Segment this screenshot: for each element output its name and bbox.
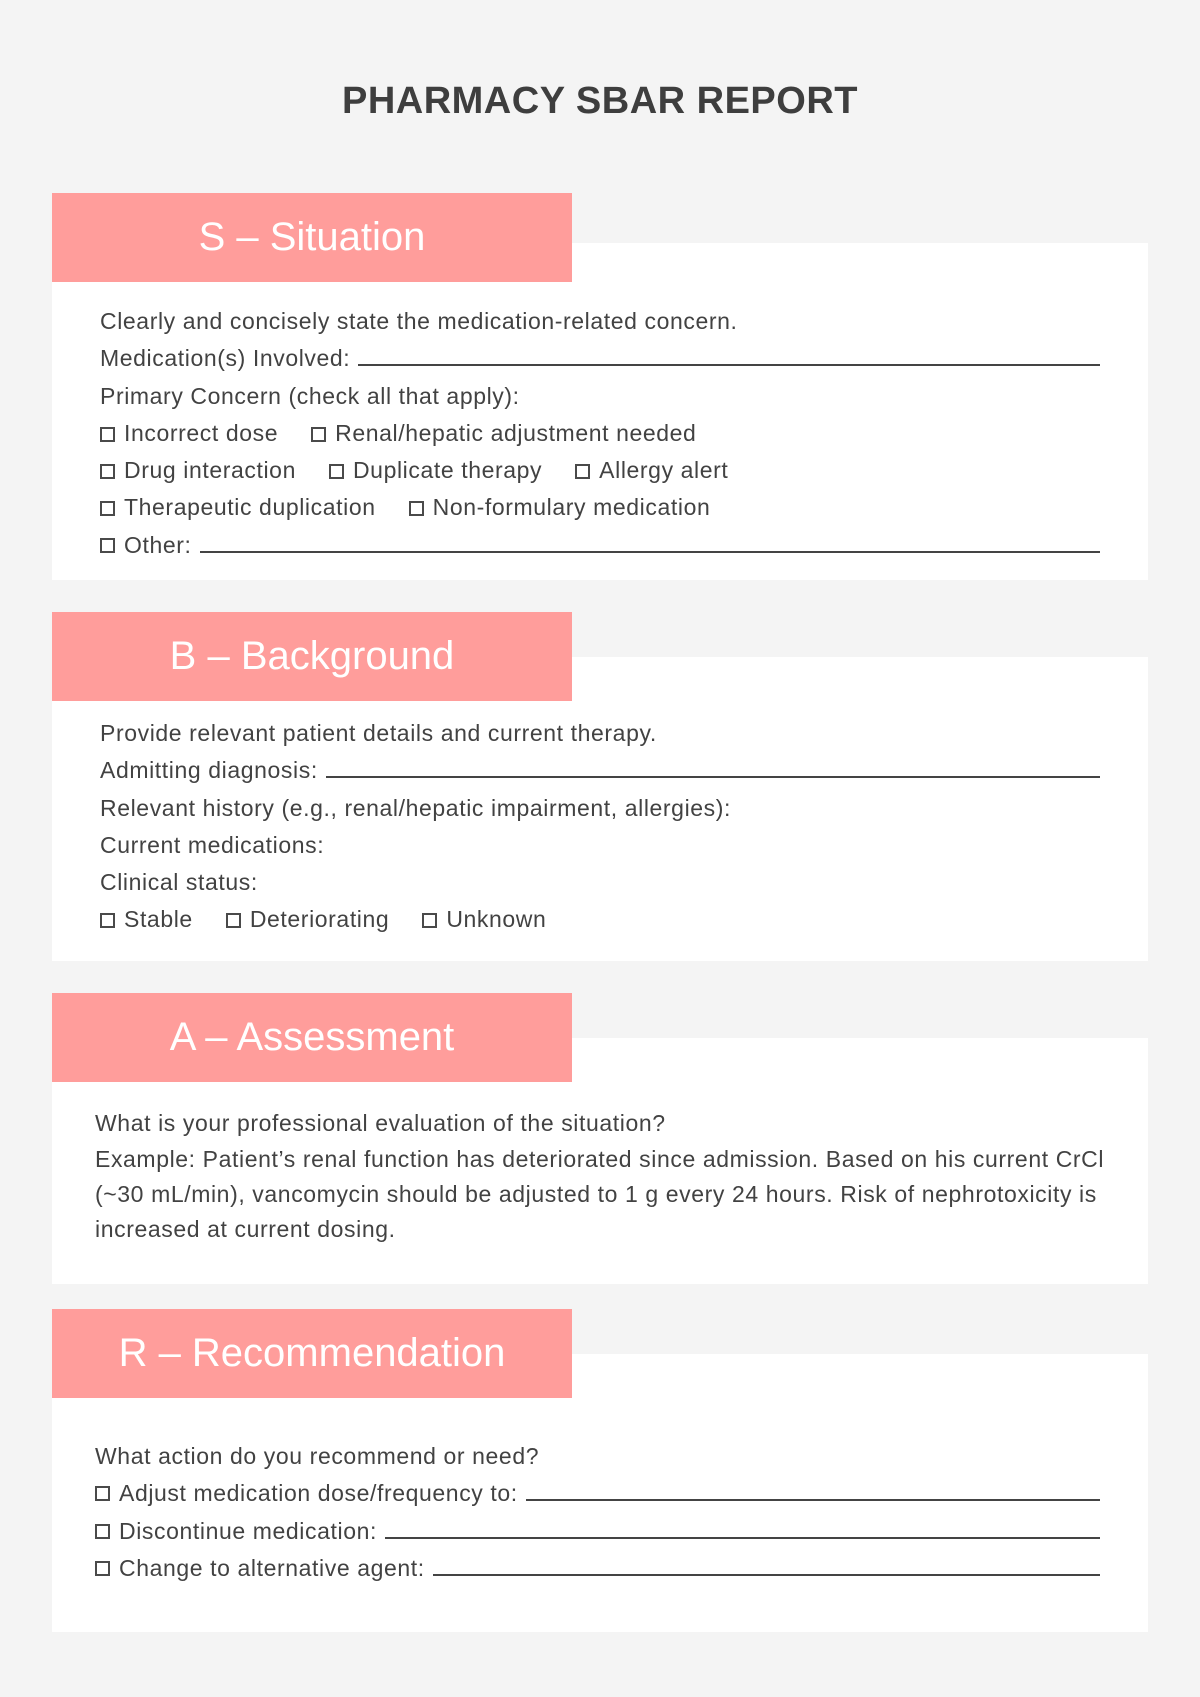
checkbox-icon[interactable]: [422, 913, 437, 928]
clinical-status-label: Clinical status:: [100, 869, 258, 896]
option-incorrect-dose[interactable]: Incorrect dose: [100, 415, 278, 452]
medication-label: Medication(s) Involved:: [100, 345, 351, 372]
medication-field[interactable]: [100, 340, 1100, 377]
situation-intro: Clearly and concisely state the medication-related concern.: [100, 308, 738, 334]
assessment-question: What is your professional evaluation of the situation?: [95, 1110, 666, 1136]
checkbox-icon[interactable]: [95, 1524, 110, 1539]
status-unknown[interactable]: Unknown: [422, 901, 546, 938]
checkbox-icon[interactable]: [329, 464, 344, 479]
option-non-formulary[interactable]: Non-formulary medication: [409, 489, 711, 526]
option-allergy-alert[interactable]: Allergy alert: [575, 452, 728, 489]
checkbox-icon[interactable]: [575, 464, 590, 479]
recommendation-content: [95, 1438, 1100, 1587]
option-drug-interaction[interactable]: Drug interaction: [100, 452, 296, 489]
diagnosis-blank[interactable]: [326, 752, 1100, 778]
checkbox-icon[interactable]: [95, 1486, 110, 1501]
checkbox-icon[interactable]: [100, 913, 115, 928]
assessment-heading: A – Assessment: [52, 993, 572, 1082]
page-title: PHARMACY SBAR REPORT: [341, 80, 858, 122]
diagnosis-label: Admitting diagnosis:: [100, 757, 318, 784]
diagnosis-field[interactable]: [100, 752, 1100, 789]
concern-label: Primary Concern (check all that apply):: [100, 382, 520, 409]
situation-content: [100, 303, 1100, 564]
background-intro: Provide relevant patient details and current therapy.: [100, 720, 657, 746]
option-change-agent[interactable]: Change to alternative agent:: [95, 1550, 1100, 1587]
other-label: Other:: [124, 531, 192, 558]
checkbox-icon[interactable]: [409, 501, 424, 516]
assessment-content: [95, 1105, 1108, 1247]
assessment-example: Example: Patient’s renal function has deteriorated since admission. Based on his current CrCl (~30 mL/min), vancomycin should be adjusted to 1 g every 24 hours. Risk of nephrotoxicity is increased at current dosing.: [95, 1146, 1105, 1243]
status-deteriorating[interactable]: Deteriorating: [226, 901, 389, 938]
status-stable[interactable]: Stable: [100, 901, 193, 938]
option-duplicate-therapy[interactable]: Duplicate therapy: [329, 452, 542, 489]
checkbox-icon[interactable]: [100, 464, 115, 479]
option-adjust-dose[interactable]: Adjust medication dose/frequency to:: [95, 1475, 1100, 1512]
checkbox-icon[interactable]: [100, 427, 115, 442]
history-label: Relevant history (e.g., renal/hepatic impairment, allergies):: [100, 794, 732, 821]
discontinue-blank[interactable]: [385, 1513, 1100, 1539]
medication-blank[interactable]: [358, 340, 1100, 366]
change-agent-blank[interactable]: [433, 1550, 1100, 1576]
option-discontinue[interactable]: Discontinue medication:: [95, 1513, 1100, 1550]
section-recommendation: [52, 1309, 1148, 1632]
section-situation: [52, 193, 1148, 580]
checkbox-icon[interactable]: [100, 501, 115, 516]
background-heading: B – Background: [52, 612, 572, 701]
checkbox-icon[interactable]: [100, 538, 115, 553]
checkbox-icon[interactable]: [226, 913, 241, 928]
situation-heading: S – Situation: [52, 193, 572, 282]
option-renal-hepatic[interactable]: Renal/hepatic adjustment needed: [311, 415, 696, 452]
adjust-dose-blank[interactable]: [526, 1475, 1100, 1501]
checkbox-icon[interactable]: [95, 1561, 110, 1576]
background-content: [100, 715, 1100, 939]
other-blank[interactable]: [200, 527, 1100, 553]
recommendation-heading: R – Recommendation: [52, 1309, 572, 1398]
section-assessment: [52, 993, 1148, 1284]
current-meds-label: Current medications:: [100, 831, 325, 858]
checkbox-icon[interactable]: [311, 427, 326, 442]
option-therapeutic-duplication[interactable]: Therapeutic duplication: [100, 489, 376, 526]
section-background: [52, 612, 1148, 961]
option-other[interactable]: [100, 527, 1100, 564]
recommendation-question: What action do you recommend or need?: [95, 1443, 540, 1469]
